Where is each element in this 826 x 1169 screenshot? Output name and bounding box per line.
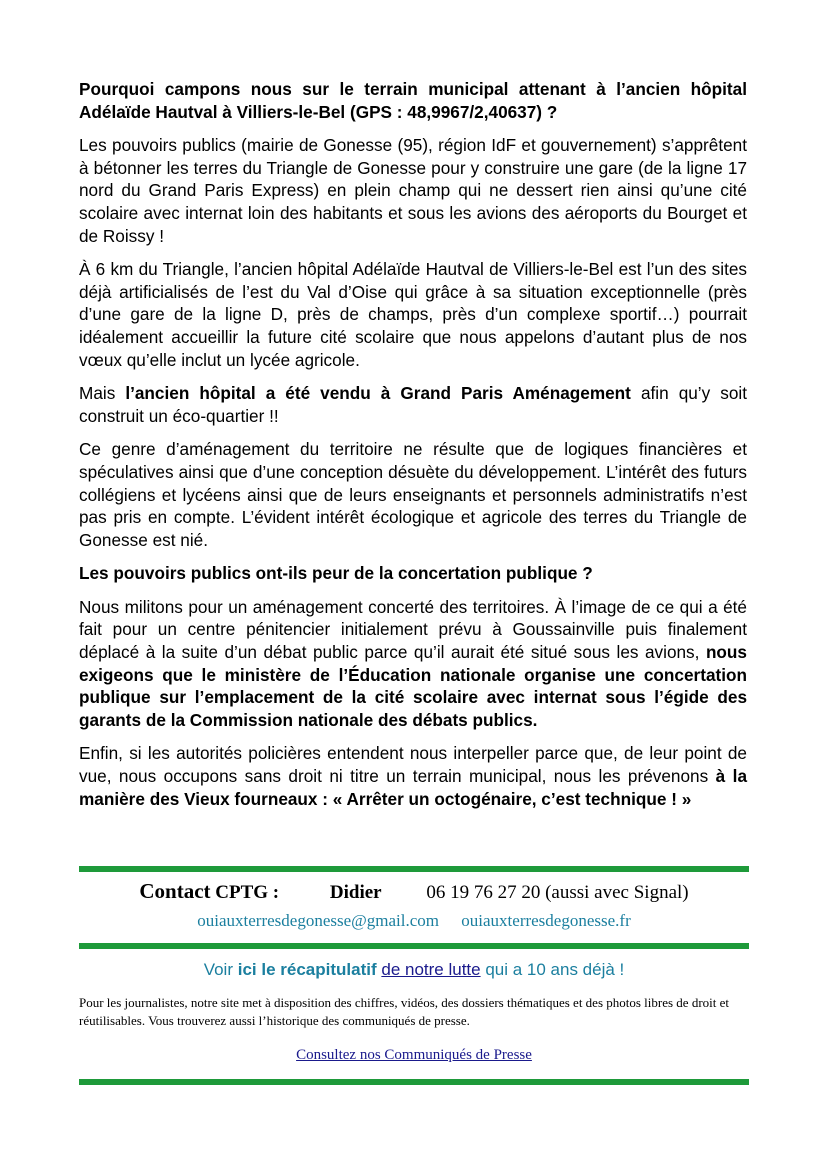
paragraph-3-end: afin qu’y soit construit un éco-quartier !! — [79, 383, 747, 426]
paragraph-2: À 6 km du Triangle, l’ancien hôpital Adélaïde Hautval de Villiers-le-Bel est l’un des sites déjà artificialisés de l’est du Val d’Oise qui grâce à sa situation exceptionnelle (près d’une gare de la ligne D, près de champs, près d’un complexe sportif…) pourrait idéalement accueillir la future cité scolaire que nous appelons d’autant plus de nos vœux qu’elle inclut un lycée agricole. — [79, 259, 747, 370]
contact-phone: 06 19 76 27 20 (aussi avec Signal) — [426, 882, 689, 903]
green-divider-bottom — [79, 1079, 749, 1085]
website-link[interactable]: ouiauxterresdegonesse.fr — [461, 911, 631, 930]
paragraph-6 — [79, 742, 747, 810]
paragraph-6-start: Enfin, si les autorités policières entendent nous interpeller parce que, de leur point de vue, nous occupons sans droit ni titre un terrain municipal, nous les prévenons — [79, 743, 747, 787]
paragraph-3-bold: l’ancien hôpital a été vendu à Grand Paris Aménagement — [125, 383, 631, 404]
press-note: Pour les journalistes, notre site met à disposition des chiffres, vidéos, des dossiers thématiques et des photos libres de droit et réutilisables. Vous trouverez aussi l’historique des communiqués de presse. — [79, 995, 730, 1028]
contact-block — [79, 878, 749, 933]
paragraph-5-start: Nous militons pour un aménagement concerté des territoires. À l’image de ce qui a été fait pour un centre pénitencier initialement prévu à Goussainville puis finalement déplacé à la suite d’un débat public parce qu’il aurait été situé sous les avions, — [79, 596, 747, 663]
green-divider-top — [79, 866, 749, 872]
recap-suffix: qui a 10 ans déjà ! — [480, 960, 625, 979]
recap-line — [79, 958, 749, 982]
green-divider-middle — [79, 943, 749, 949]
main-text — [79, 78, 747, 821]
contact-links — [79, 909, 749, 933]
recap-link[interactable]: de notre lutte — [381, 960, 481, 979]
recap-ici[interactable]: ici le récapitulatif — [237, 960, 377, 979]
recap-voir: Voir — [203, 960, 238, 979]
paragraph-5 — [79, 596, 747, 732]
paragraph-6-bold: à la manière des Vieux fourneaux : « Arrêter un octogénaire, c’est technique ! » — [79, 766, 747, 809]
contact-label: Contact — [139, 879, 211, 903]
contact-name: Didier — [329, 882, 382, 903]
press-releases-link[interactable]: Consultez nos Communiqués de Presse — [296, 1047, 532, 1063]
paragraph-4: Ce genre d’aménagement du territoire ne résulte que de logiques financières et spéculatives ainsi que d’une conception désuète du développement. L’intérêt des futurs collégiens et lycéens ainsi que de leurs enseignants et personnels administratifs n’est pas pris en compte. L’évident intérêt écologique et agricole des terres du Triangle de Gonesse est nié. — [79, 439, 747, 550]
contact-line — [79, 878, 749, 906]
paragraph-1: Les pouvoirs publics (mairie de Gonesse (95), région IdF et gouvernement) s’apprêtent à bétonner les terres du Triangle de Gonesse pour y construire une gare (de la ligne 17 nord du Grand Paris Express) en plein champ qui ne dessert rien ainsi qu’une cité scolaire avec internat loin des habitants et sous les avions des aéroports du Bourget et de Roissy ! — [79, 135, 747, 246]
email-link[interactable]: ouiauxterresdegonesse@gmail.com — [197, 911, 440, 930]
question-heading-1: Pourquoi campons nous sur le terrain municipal attenant à l’ancien hôpital Adélaïde Hautval à Villiers-le-Bel (GPS : 48,9967/2,40637) ? — [79, 79, 747, 122]
contact-org: CPTG : — [215, 882, 280, 903]
paragraph-5-bold: nous exigeons que le ministère de l’Éducation nationale organise une concertation publique sur l’emplacement de la cité scolaire avec internat sous l’égide des garants de la Commission nationale des débats publics. — [79, 642, 747, 730]
press-link-line — [79, 1045, 749, 1065]
paragraph-3-start: Mais — [79, 383, 126, 404]
paragraph-3 — [79, 382, 747, 427]
question-heading-2: Les pouvoirs publics ont-ils peur de la concertation publique ? — [79, 563, 593, 584]
